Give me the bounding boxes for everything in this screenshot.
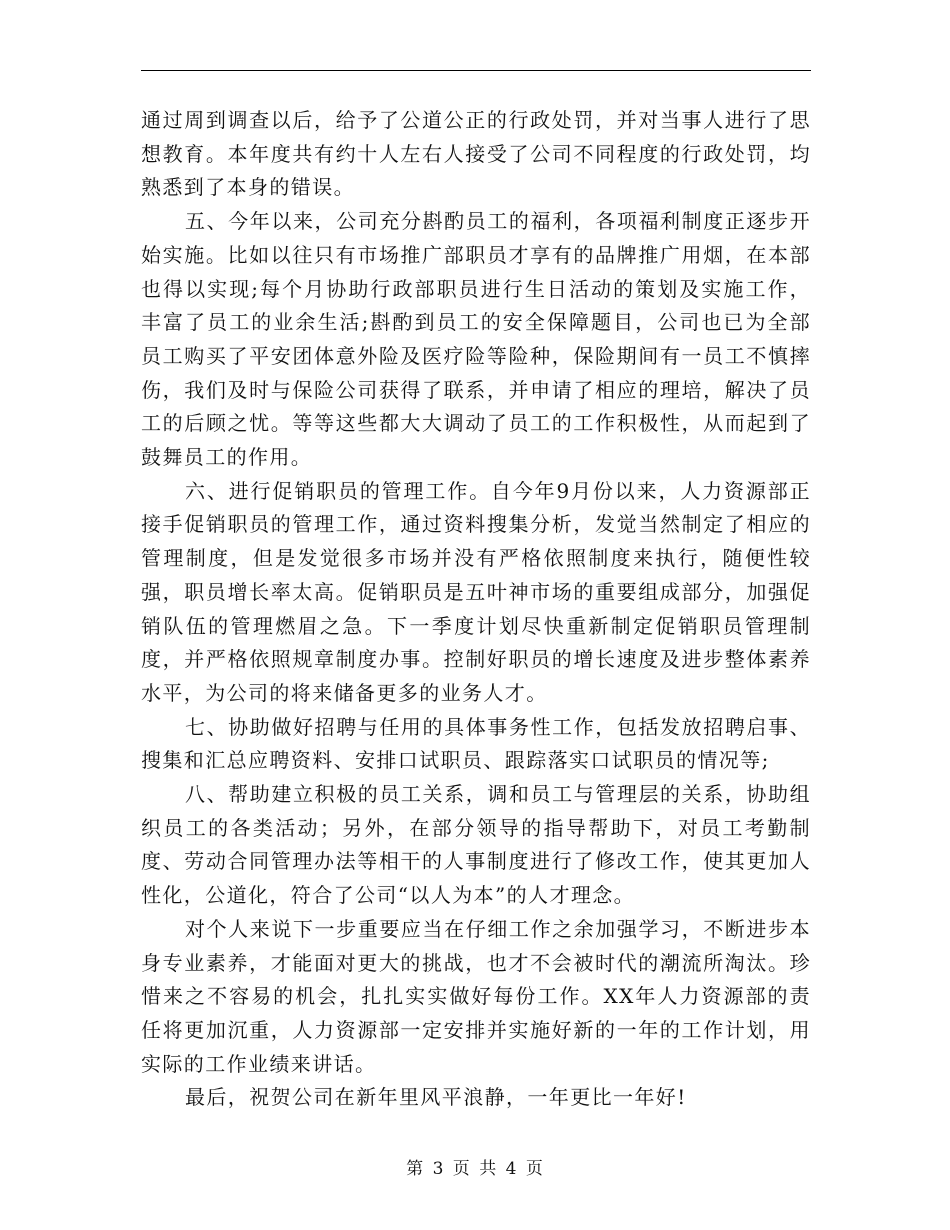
paragraph-item-7-recruitment: 七、协助做好招聘与任用的具体事务性工作，包括发放招聘启事、搜集和汇总应聘资料、安排口试职员、跟踪落实口试职员的情况等; bbox=[141, 714, 811, 773]
paragraph-item-6-promoters: 六、进行促销职员的管理工作。自今年9月份以来，人力资源部正接手促销职员的管理工作，通过资料搜集分析，发觉当然制定了相应的管理制度，但是发觉很多市场并没有严格依照制度来执行，随便性较强，职员增长率太高。促销职员是五叶神市场的重要组成部分，加强促销队伍的管理燃眉之急。下一季度计划尽快重新制定促销职员管理制度，并严格依照规章制度办事。控制好职员的增长速度及进步整体素养水平，为公司的将来储备更多的业务人才。 bbox=[141, 478, 811, 705]
paragraph-closing-wishes: 最后，祝贺公司在新年里风平浪静，一年更比一年好! bbox=[185, 1085, 687, 1110]
paragraph-personal-outlook: 对个人来说下一步重要应当在仔细工作之余加强学习，不断进步本身专业素养，才能面对更大的挑战，也才不会被时代的潮流所淘汰。珍惜来之不容易的机会，扎扎实实做好每份工作。XX年人力资源部的责任将更加沉重，人力资源部一定安排并实施好新的一年的工作计划，用实际的工作业绩来讲话。 bbox=[141, 916, 811, 1076]
header-rule bbox=[141, 70, 811, 71]
paragraph-continuation: 通过周到调查以后，给予了公道公正的行政处罚，并对当事人进行了思想教育。本年度共有约十人左右人接受了公司不同程度的行政处罚，均熟悉到了本身的错误。 bbox=[141, 108, 811, 200]
paragraph-item-8-employee-relations: 八、帮助建立积极的员工关系，调和员工与管理层的关系，协助组织员工的各类活动；另外，在部分领导的指导帮助下，对员工考勤制度、劳动合同管理办法等相干的人事制度进行了修改工作，使其更加人性化，公道化，符合了公司“以人为本”的人才理念。 bbox=[141, 782, 811, 908]
page-number-footer: 第 3 页 共 4 页 bbox=[406, 1159, 544, 1179]
paragraph-item-5-welfare: 五、今年以来，公司充分斟酌员工的福利，各项福利制度正逐步开始实施。比如以往只有市场推广部职员才享有的品牌推广用烟，在本部也得以实现;每个月协助行政部职员进行生日活动的策划及实施工作，丰富了员工的业余生活;斟酌到员工的安全保障题目，公司也已为全部员工购买了平安团体意外险及医疗险等险种，保险期间有一员工不慎摔伤，我们及时与保险公司获得了联系，并申请了相应的理培，解决了员工的后顾之忧。等等这些都大大调动了员工的工作积极性，从而起到了鼓舞员工的作用。 bbox=[141, 209, 811, 470]
document-body bbox=[141, 104, 811, 1115]
